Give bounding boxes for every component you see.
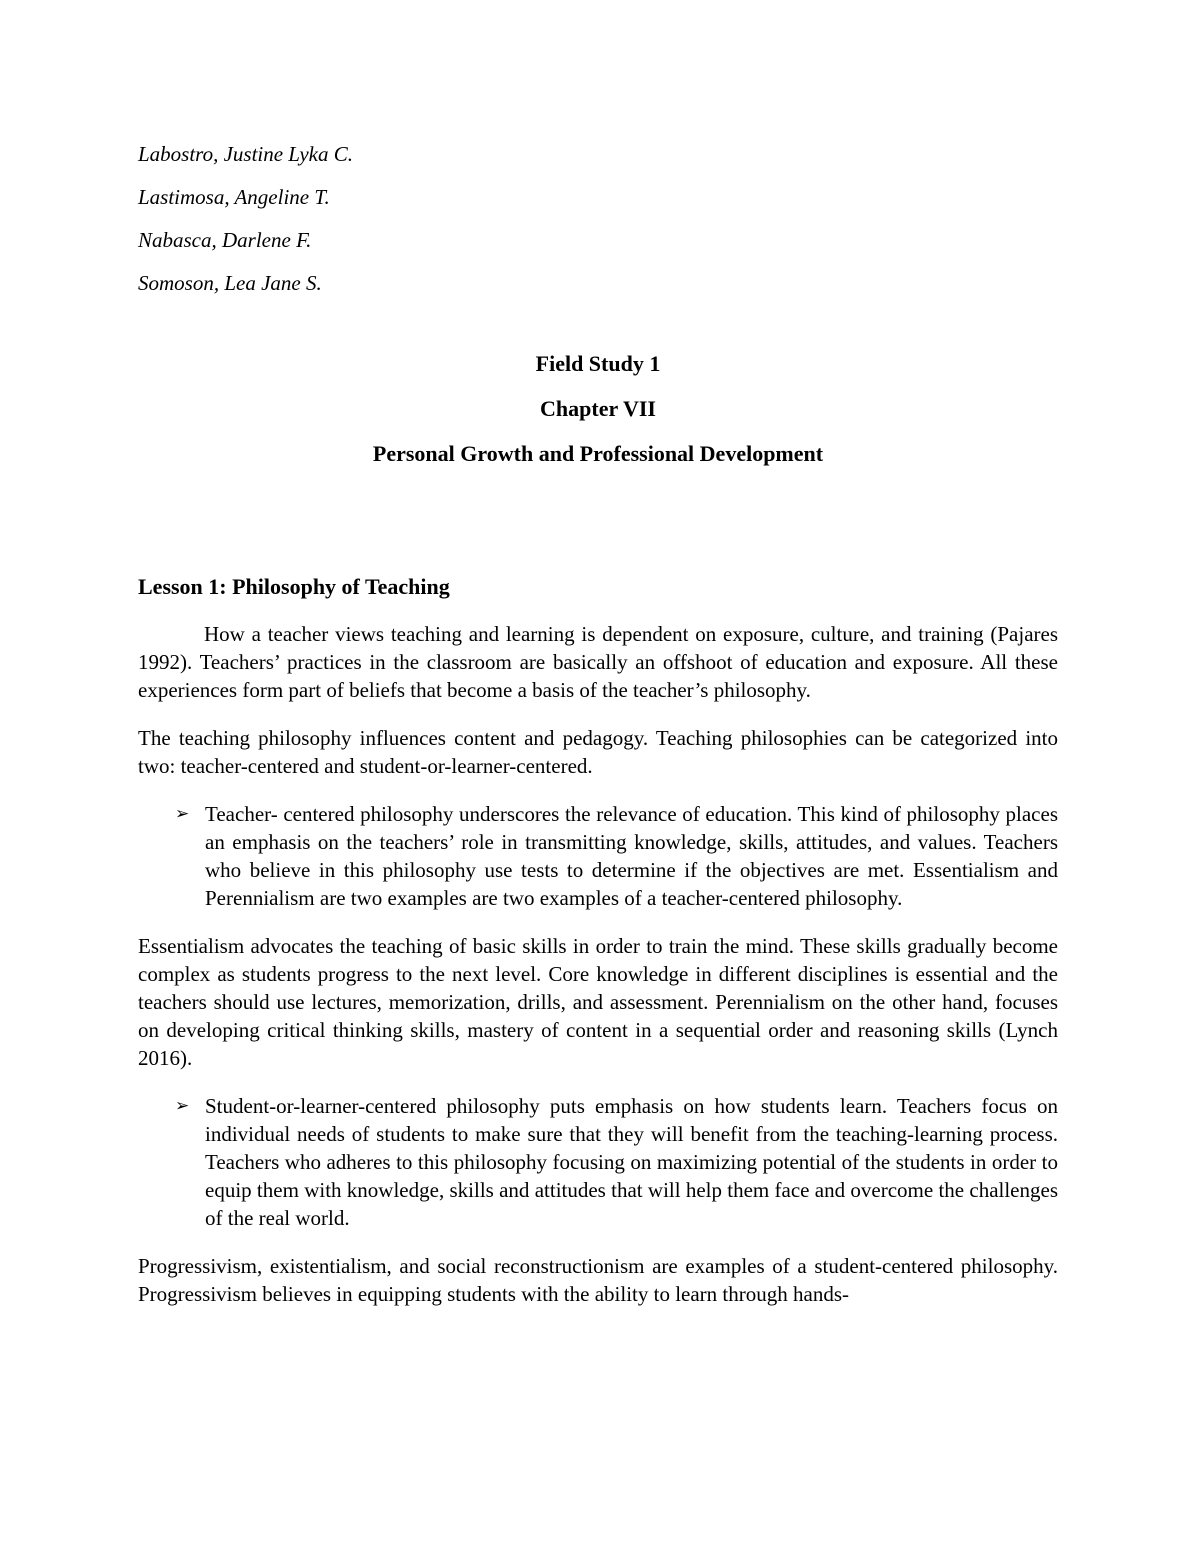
title-line-course: Field Study 1 [535, 351, 661, 376]
arrow-bullet-icon: ➢ [175, 1096, 190, 1116]
paragraph-progressivism: Progressivism, existentialism, and social reconstructionism are examples of a student-centered philosophy. Progressivism believes in equipping students with the ability to learn through hands- [138, 1254, 1058, 1306]
lesson-heading: Lesson 1: Philosophy of Teaching [138, 574, 450, 599]
title-block [138, 350, 1058, 468]
bullet-teacher-centered [138, 800, 1058, 912]
author-line: Somoson, Lea Jane S. [138, 271, 322, 295]
bullet-student-centered [138, 1092, 1058, 1232]
bullet-text: Teacher- centered philosophy underscores the relevance of education. This kind of philosophy places an emphasis on the teachers’ role in transmitting knowledge, skills, attitudes, and values. Teachers who believe in this philosophy use tests to determine if the objectives are met. Essentialism and Perennialism are two examples are two examples of a teacher-centered philosophy. [205, 802, 1058, 910]
paragraph-philosophy-types: The teaching philosophy influences content and pedagogy. Teaching philosophies can be categorized into two: teacher-centered and student-or-learner-centered. [138, 726, 1058, 778]
paragraph-intro: How a teacher views teaching and learning is dependent on exposure, culture, and training (Pajares 1992). Teachers’ practices in the classroom are basically an offshoot of education and exposure. All these experiences form part of beliefs that become a basis of the teacher’s philosophy. [138, 622, 1058, 702]
author-line: Nabasca, Darlene F. [138, 228, 312, 252]
author-line: Labostro, Justine Lyka C. [138, 142, 354, 166]
bullet-text: Student-or-learner-centered philosophy puts emphasis on how students learn. Teachers focus on individual needs of students to make sure that they will benefit from the teaching-learning process. Teachers who adheres to this philosophy focusing on maximizing potential of the students in order to equip them with knowledge, skills and attitudes that will help them face and overcome the challenges of the real world. [205, 1094, 1058, 1230]
author-line: Lastimosa, Angeline T. [138, 185, 330, 209]
paragraph-essentialism: Essentialism advocates the teaching of basic skills in order to train the mind. These skills gradually become complex as students progress to the next level. Core knowledge in different disciplines is essential and the teachers should use lectures, memorization, drills, and assessment. Perennialism on the other hand, focuses on developing critical thinking skills, mastery of content in a sequential order and reasoning skills (Lynch 2016). [138, 934, 1058, 1070]
title-line-chapter: Chapter VII [540, 396, 656, 421]
title-line-chapter-name: Personal Growth and Professional Development [372, 441, 824, 466]
author-list [138, 140, 1058, 297]
arrow-bullet-icon: ➢ [175, 804, 190, 824]
